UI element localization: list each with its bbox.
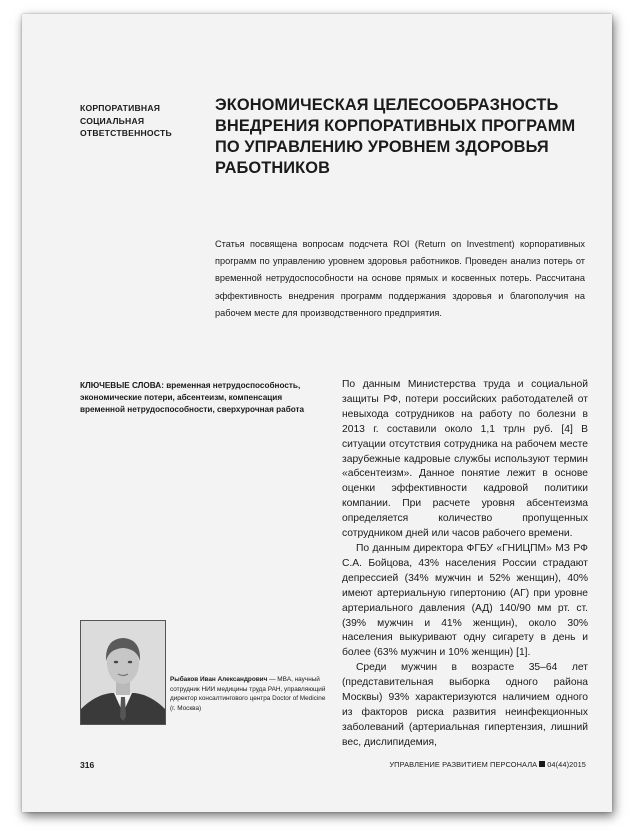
page-number: 316: [80, 760, 95, 770]
author-photo: [80, 620, 166, 725]
square-separator-icon: [539, 761, 545, 767]
article-abstract: Статья посвящена вопросам подсчета ROI (Return on Investment) корпоративных программ по управлению уровнем здоровья работников. Проведен анализ потерь от временной нетрудоспособности на основе прямых и косвенных потерь. Рассчитана эффективность внедрения программ поддержания здоровья и благополучия на рабочем месте для производственного предприятия.: [215, 239, 585, 318]
author-description: — MBA, научный сотрудник НИИ медицины труда РАН, управляющий директор консалтингового центра Doctor of Medicine (г. Москва): [170, 676, 326, 712]
article-title: ЭКОНОМИЧЕСКАЯ ЦЕЛЕСООБРАЗНОСТЬ ВНЕДРЕНИЯ КОРПОРАТИВНЫХ ПРОГРАММ ПО УПРАВЛЕНИЮ УРОВНЕМ ЗДОРОВЬЯ РАБОТНИКОВ: [215, 96, 576, 177]
journal-name: УПРАВЛЕНИЕ РАЗВИТИЕМ ПЕРСОНАЛА: [389, 760, 538, 769]
body-paragraph: По данным директора ФГБУ «ГНИЦПМ» МЗ РФ С.А. Бойцова, 43% населения России страдают депрессией (34% мужчин и 52% женщин), 40% имеют артериальную гипертонию (АГ) при уровне артериального давления (АД) 140/90 мм рт. ст. (39% мужчин и 41% женщин), около 30% населения выкуривают одну сигарету в день и более (63% мужчин и 10% женщин) [1].: [342, 542, 588, 659]
journal-issue: 04(44)2015: [547, 760, 586, 769]
magazine-page: [22, 14, 612, 812]
body-paragraph: По данным Министерства труда и социальной защиты РФ, потери российских работодателей от невыхода сотрудников на работу по болезни в 2013 г. составили около 1,1 трлн руб. [4] В ситуации отсутствия сотрудника на рабочем месте зарубежные кадровые службы используют термин «абсентеизм». Данное понятие лежит в основе оценки эффективности кадровой политики компании. При расчете уровня абсентеизма определяется количество пропущенных сотрудником дней или часов рабочего времени.: [342, 379, 588, 540]
keywords: КЛЮЧЕВЫЕ СЛОВА: временная нетрудоспособность, экономические потери, абсентеизм, компенсация временной нетрудоспособности, сверхурочная работа: [80, 381, 305, 414]
author-name: Рыбаков Иван Александрович: [170, 676, 268, 683]
author-caption: [170, 675, 330, 713]
journal-footer: [389, 760, 586, 769]
article-body: [342, 378, 588, 751]
section-rubric: КОРПОРАТИВНАЯ СОЦИАЛЬНАЯ ОТВЕТСТВЕННОСТЬ: [80, 103, 172, 138]
body-paragraph: Среди мужчин в возрасте 35–64 лет (представительная выборка одного района Москвы) 93% характеризуются наличием одного из факторов риска развития неинфекционных заболеваний (артериальная гипертензия, лишний вес, дислипидемия,: [342, 662, 588, 748]
